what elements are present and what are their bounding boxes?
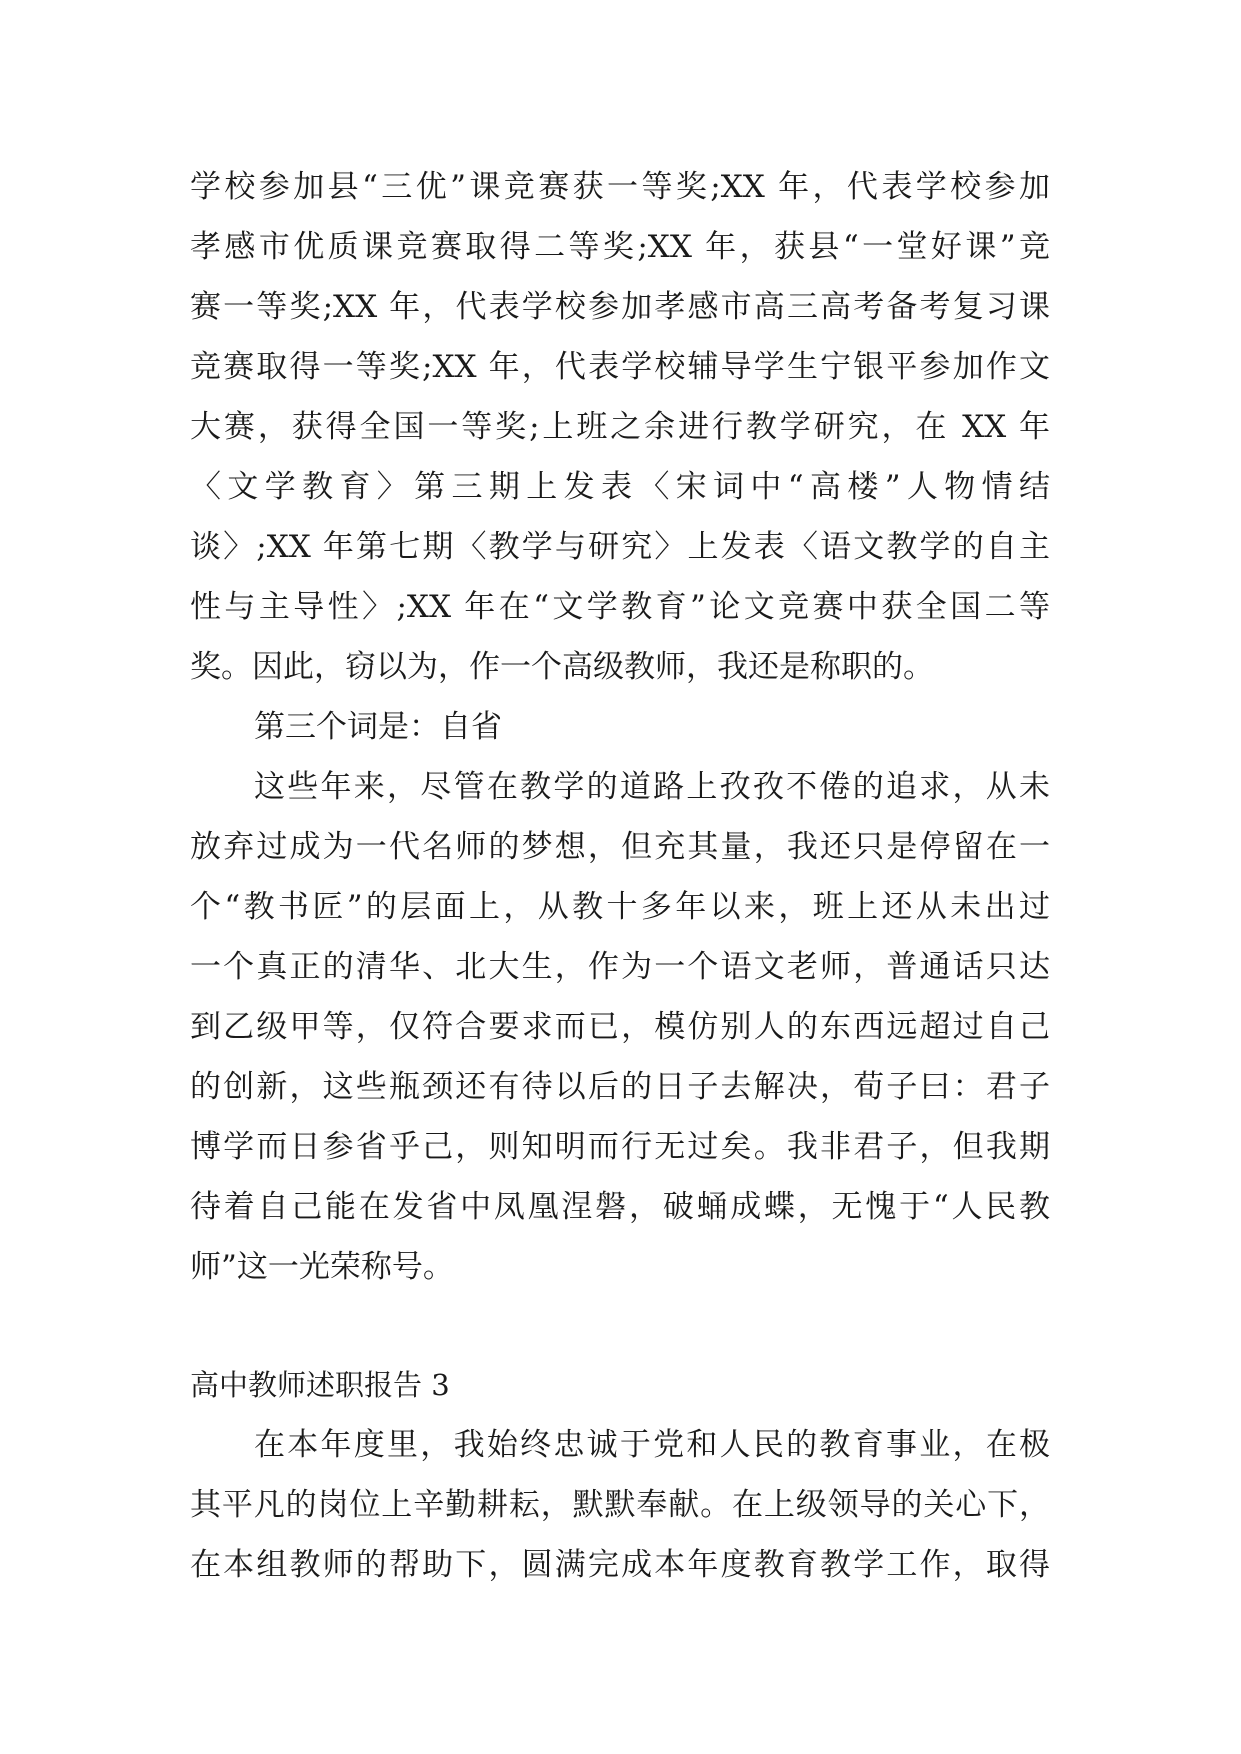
- text-line: 竞赛取得一等奖;XX 年，代表学校辅导学生宁银平参加作文: [190, 349, 1050, 385]
- text-line: 〈文学教育〉第三期上发表〈宋词中“高楼”人物情结: [190, 469, 1050, 505]
- text-line: 一个真正的清华、北大生，作为一个语文老师，普通话只达: [190, 949, 1050, 985]
- subheading-self-reflection: 第三个词是：自省: [254, 709, 502, 745]
- text-line: 奖。因此，窃以为，作一个高级教师，我还是称职的。: [190, 649, 934, 685]
- text-line: 谈〉;XX 年第七期〈教学与研究〉上发表〈语文教学的自主: [190, 529, 1050, 565]
- text-line: 的创新，这些瓶颈还有待以后的日子去解决，荀子曰：君子: [190, 1069, 1050, 1105]
- text-line: 师”这一光荣称号。: [190, 1249, 454, 1285]
- text-line: 学校参加县“三优”课竞赛获一等奖;XX 年，代表学校参加: [190, 169, 1050, 205]
- text-line: 到乙级甲等，仅符合要求而已，模仿别人的东西远超过自己: [190, 1009, 1050, 1045]
- text-line: 性与主导性〉;XX 年在“文学教育”论文竞赛中获全国二等: [190, 589, 1050, 625]
- text-line: 在本年度里，我始终忠诚于党和人民的教育事业，在极: [254, 1427, 1050, 1463]
- document-page: [190, 157, 1050, 1595]
- text-line: 放弃过成为一代名师的梦想，但充其量，我还只是停留在一: [190, 829, 1050, 865]
- text-line: 孝感市优质课竞赛取得二等奖;XX 年，获县“一堂好课”竞: [190, 229, 1050, 265]
- text-line: 赛一等奖;XX 年，代表学校参加孝感市高三高考备考复习课: [190, 289, 1050, 325]
- section-spacer: [190, 1297, 1050, 1355]
- text-line: 其平凡的岗位上辛勤耕耘，默默奉献。在上级领导的关心下，: [190, 1487, 1050, 1523]
- paragraph-report-3: [190, 1415, 1050, 1595]
- section-title: 高中教师述职报告 3: [190, 1368, 450, 1402]
- paragraph-self-reflection: [190, 757, 1050, 1297]
- text-line: 这些年来，尽管在教学的道路上孜孜不倦的追求，从未: [254, 769, 1050, 805]
- text-line: 个“教书匠”的层面上，从教十多年以来，班上还从未出过: [190, 889, 1050, 925]
- text-line: 在本组教师的帮助下，圆满完成本年度教育教学工作，取得: [190, 1547, 1050, 1583]
- paragraph-awards: [190, 157, 1050, 697]
- text-line: 博学而日参省乎己，则知明而行无过矣。我非君子，但我期: [190, 1129, 1050, 1165]
- text-line: 待着自己能在发省中凤凰涅磐，破蛹成蝶，无愧于“人民教: [190, 1189, 1050, 1225]
- text-line: 大赛，获得全国一等奖;上班之余进行教学研究，在 XX 年: [190, 409, 1050, 445]
